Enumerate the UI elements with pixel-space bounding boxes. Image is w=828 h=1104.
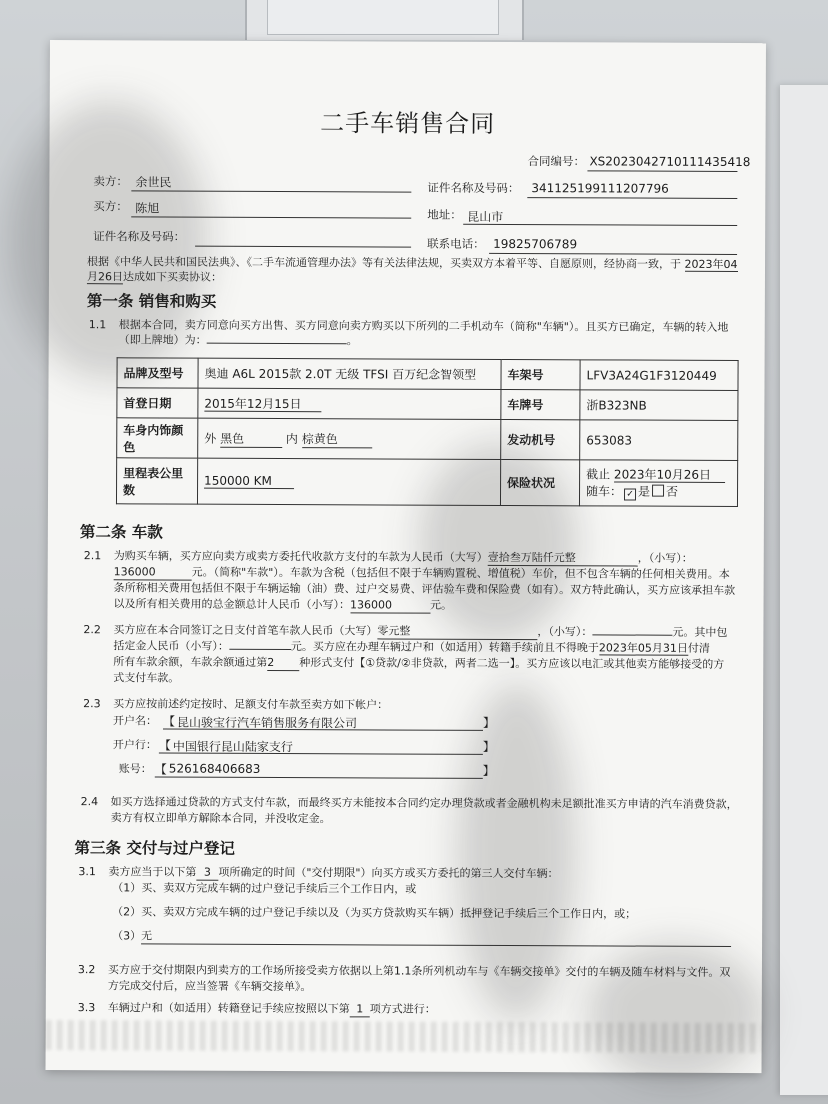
bracket-right: 】 bbox=[482, 763, 495, 778]
clause-2-1-line3: 条所称相关费用包括但不限于车辆运输（油）费、过户交易费、评估验车费和保险费（如有）。双方特此确认，买方应该承担车款 bbox=[113, 581, 736, 597]
contract-page bbox=[46, 40, 766, 1073]
intro-line1: 根据《中华人民共和国民法典》、《二手车流通管理办法》等有关法律法规，买卖双方本着平等、自愿原则，经协商一致，于 2023年04 bbox=[87, 255, 738, 272]
contract-no-value: XS2023042710111435418 bbox=[589, 154, 751, 170]
brand-label: 品牌及型号 bbox=[117, 358, 198, 388]
seller-id-value: 341125199111207796 bbox=[531, 181, 669, 196]
insurance-label: 保险状况 bbox=[500, 459, 579, 505]
address-value: 昆山市 bbox=[467, 209, 504, 224]
clause-3-3-no: 3.3 bbox=[77, 1001, 96, 1015]
intro-line2: 月26日达成如下买卖协议： bbox=[86, 270, 222, 284]
reg-date-value: 2015年12月15日 bbox=[204, 397, 321, 413]
clause-2-2-no: 2.2 bbox=[83, 623, 101, 637]
blurred-text-bottom bbox=[46, 1020, 762, 1053]
clause-3-2-line1: 买方应于交付期限内到卖方的工作场所接受卖方依据以上第1.1条所列机动车与《车辆交接单》交付的车辆及随车材料与文件。双 bbox=[107, 963, 731, 979]
bracket-left: 【 bbox=[154, 762, 167, 777]
insurance-until: 2023年10月26日 bbox=[614, 467, 725, 482]
clause-2-1-line1: 为购买车辆，买方应向卖方或卖方委托代收款方支付的车款为人民币（大写）壹拾叁万陆仟元整 ，（小写）： bbox=[113, 549, 693, 565]
insurance-cell: 截止 2023年10月26日 随车： ✓ 是 否 bbox=[579, 460, 737, 507]
bracket-right: 】 bbox=[482, 715, 496, 730]
background-panel bbox=[245, 0, 524, 40]
mileage-cell bbox=[197, 458, 500, 505]
bracket-left: 【 bbox=[158, 738, 171, 753]
color-label: 车身内饰颜色 bbox=[117, 418, 198, 458]
color-cell: 外 黑色 内 棕黄色 bbox=[198, 418, 501, 459]
section1-heading: 第一条 销售和购买 bbox=[86, 292, 217, 311]
clause-1-1-no: 1.1 bbox=[88, 318, 107, 332]
clause-2-3-no: 2.3 bbox=[83, 697, 101, 711]
delivery-option-1: （1）买、卖双方完成车辆的过户登记手续后三个工作日内，或 bbox=[112, 881, 417, 896]
buyer-value: 陈旭 bbox=[135, 201, 160, 216]
delivery-option-2: （2）买、卖双方完成车辆的过户登记手续以及（为买方贷款购买车辆）抵押登记手续后三个工作日内，或； bbox=[112, 905, 637, 921]
contract-no-label: 合同编号： bbox=[527, 154, 586, 169]
exterior-color: 黑色 bbox=[220, 429, 282, 447]
clause-2-1-line4: 以及所有相关费用的总金额总计人民币（小写）：136000 元。 bbox=[113, 597, 453, 612]
section2-heading: 第二条 车款 bbox=[79, 523, 163, 542]
clause-2-4-line2: 卖方有权立即单方解除本合同，并没收定金。 bbox=[110, 811, 331, 826]
mileage-label: 里程表公里数 bbox=[116, 458, 197, 504]
interior-color: 棕黄色 bbox=[302, 430, 372, 448]
account-name-value: 昆山骏宝行汽车销售服务有限公司 bbox=[176, 715, 358, 731]
adjacent-paper-sheet bbox=[780, 85, 828, 1095]
clause-2-2-line3: 所有车款余额，车款余额通过第2 种形式支付【①贷款/②非贷款，两者二选一】。买方应该以电汇或其他卖方能够接受的方 bbox=[113, 655, 725, 671]
insurance-yes-checkbox[interactable]: ✓ bbox=[624, 489, 636, 501]
contract-title: 二手车销售合同 bbox=[320, 109, 496, 138]
bracket-right: 】 bbox=[482, 739, 495, 754]
vin-label: 车架号 bbox=[501, 359, 580, 389]
seller-id-label: 证件名称及号码： bbox=[427, 180, 520, 196]
vehicle-info-table bbox=[116, 357, 739, 507]
bracket-left: 【 bbox=[162, 714, 176, 729]
phone-value: 19825706789 bbox=[493, 236, 578, 252]
clause-1-1-line1: 根据本合同，卖方同意向买方出售、买方同意向卖方购买以下所列的二手机动车（简称"车辆"）。且买方已确定，车辆的转入地 bbox=[118, 318, 729, 334]
clause-2-1-line2: 136000 元。（简称"车款"）。车款为含税（包括但不限于车辆购置税、增值税）车价，但不包含车辆的任何相关费用。本 bbox=[113, 565, 730, 581]
seller-value: 余世民 bbox=[135, 175, 172, 190]
reg-date-cell bbox=[198, 388, 501, 419]
clause-2-4-no: 2.4 bbox=[80, 795, 99, 809]
insurance-no-checkbox[interactable] bbox=[652, 485, 664, 497]
brand-value: 奥迪 A6L 2015款 2.0T 无级 TFSI 百万纪念智领型 bbox=[198, 358, 501, 389]
clause-2-2-line1: 买方应在本合同签订之日支付首笔车款人民币（大写）零元整 ，（小写）： 元。其中包 bbox=[113, 623, 728, 639]
seller-label: 卖方： bbox=[93, 174, 128, 189]
section3-heading: 第三条 交付与过户登记 bbox=[74, 839, 235, 858]
plate-label: 车牌号 bbox=[501, 389, 580, 419]
clause-2-4-line1: 如买方选择通过贷款的方式支付车款，而最终买方未能按本合同约定办理贷款或者金融机构未足额批准买方申请的汽车消费贷款， bbox=[110, 795, 738, 812]
plate-value: 浙B323NB bbox=[580, 390, 738, 421]
account-no-label: 账号： bbox=[118, 762, 152, 776]
clause-3-2-line2: 方完成交付后，应当签署《车辆交接单》。 bbox=[107, 979, 312, 994]
account-name-label: 开户名： bbox=[113, 714, 158, 728]
reg-date-label: 首登日期 bbox=[117, 388, 198, 418]
bank-label: 开户行： bbox=[112, 738, 157, 752]
engine-value: 653083 bbox=[580, 420, 738, 461]
bank-value: 中国银行昆山陆家支行 bbox=[172, 739, 293, 755]
delivery-option-3: （3）无 bbox=[112, 928, 731, 947]
mileage-value: 150000 KM bbox=[204, 474, 294, 489]
clause-3-1-line1: 卖方应当于以下第 3 项所确定的时间（"交付期限"）向买方或买方委托的第三人交付车辆： bbox=[108, 865, 559, 881]
engine-label: 发动机号 bbox=[501, 419, 580, 459]
vin-value: LFV3A24G1F3120449 bbox=[580, 360, 738, 391]
account-no-value: 526168406683 bbox=[168, 761, 261, 776]
buyer-label: 买方： bbox=[93, 199, 128, 214]
address-label: 地址： bbox=[427, 207, 462, 222]
clause-3-3-line1: 车辆过户和（如适用）转籍登记手续应按照以下第 1 项方式进行： bbox=[107, 1001, 436, 1016]
clause-2-2-line2: 括定金人民币（小写）： 元。买方应在办理车辆过户和（如适用）转籍手续前且不得晚于2023年05月31日付清 bbox=[113, 639, 710, 655]
clause-2-1-no: 2.1 bbox=[83, 549, 102, 563]
clause-3-2-no: 3.2 bbox=[77, 963, 96, 977]
clause-3-1-no: 3.1 bbox=[78, 865, 96, 879]
buyer-id-label: 证件名称及号码： bbox=[93, 229, 186, 244]
clause-2-2-line4: 式支付车款。 bbox=[113, 671, 180, 685]
clause-1-1-line2: （即上牌地）为： 。 bbox=[118, 333, 358, 348]
phone-label: 联系电话： bbox=[427, 236, 485, 251]
clause-2-3-line1: 买方应按前述约定按时、足额支付车款至卖方如下帐户： bbox=[113, 697, 389, 712]
